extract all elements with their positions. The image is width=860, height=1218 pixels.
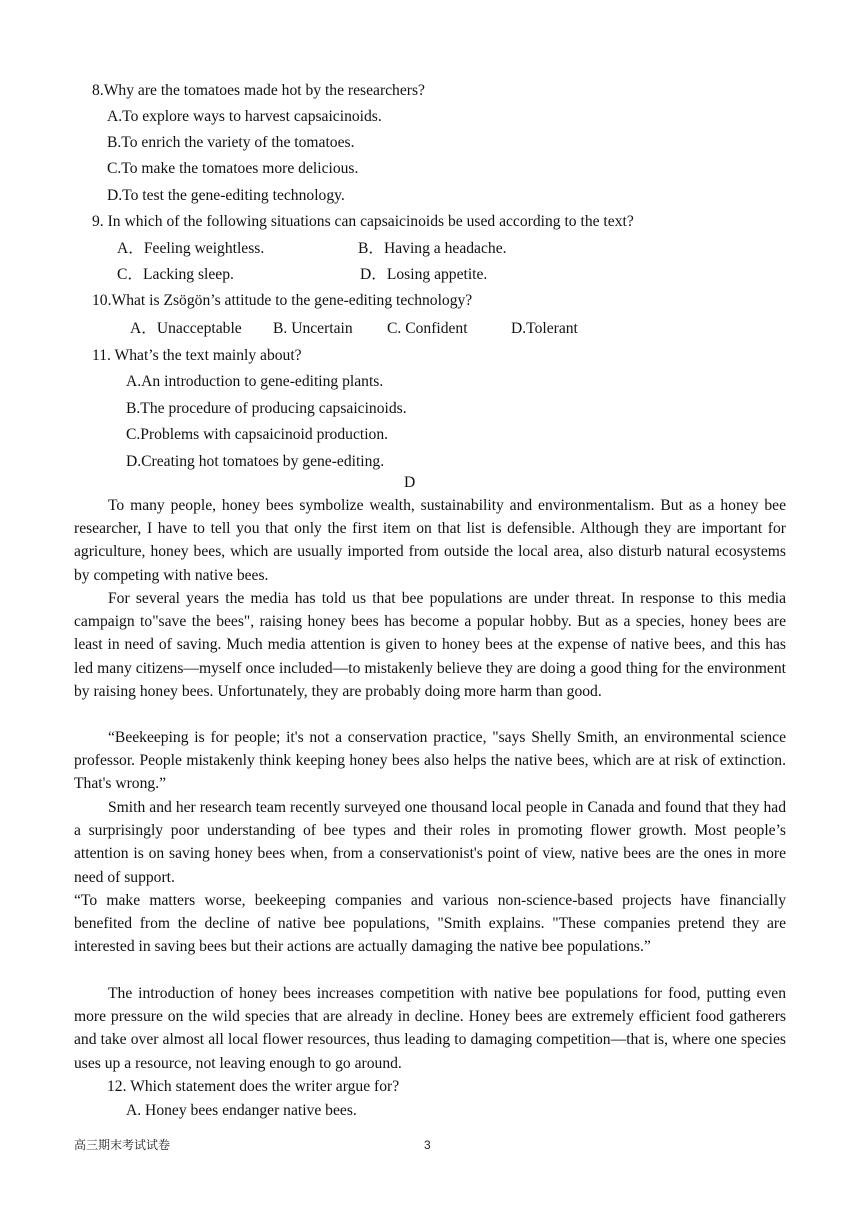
passage-paragraph-3: “Beekeeping is for people; it's not a conservation practice, "says Shelly Smith, an environmental science professor. People mistakenly think keeping honey bees also helps the native bees, which are at risk of extinction. That's wrong.” bbox=[74, 729, 786, 793]
footer-page-number: 3 bbox=[424, 1138, 431, 1152]
q8-option-b: B.To enrich the variety of the tomatoes. bbox=[107, 134, 355, 151]
q10-option-b: B. Uncertain bbox=[273, 320, 353, 337]
q10-stem: 10.What is Zsögön’s attitude to the gene-editing technology? bbox=[92, 292, 473, 309]
q10-option-c: C. Confident bbox=[387, 320, 468, 337]
q11-option-c: C.Problems with capsaicinoid production. bbox=[126, 426, 389, 443]
q12-option-a: A. Honey bees endanger native bees. bbox=[126, 1102, 357, 1119]
passage-paragraph-6: The introduction of honey bees increases competition with native bee populations for food, putting even more pressure on the wild species that are already in decline. Honey bees are extremely efficient food gatherers and take over almost all local flower resources, thus leading to damaging competition—that is, where one species uses up a resource, not leaving enough to go around. bbox=[74, 985, 786, 1072]
q11-option-a: A.An introduction to gene-editing plants. bbox=[126, 373, 384, 390]
passage-paragraph-2: For several years the media has told us that bee populations are under threat. In response to this media campaign to"save the bees", raising honey bees has become a popular hobby. But as a species, honey bees are least in need of saving. Much media attention is given to honey bees at the expense of native bees, and this has led many citizens—myself once included—to mistakenly believe they are doing a good thing for the environment by raising honey bees. Unfortunately, they are probably doing more harm than good. bbox=[74, 590, 786, 700]
passage-paragraph-1: To many people, honey bees symbolize wealth, sustainability and environmentalism. But as a honey bee researcher, I have to tell you that only the first item on that list is defensible. Although they are important for agriculture, honey bees, which are usually imported from outside the local area, also disturb natural ecosystems by competing with native bees. bbox=[74, 497, 786, 584]
section-letter: D bbox=[404, 474, 416, 491]
passage-paragraph-4: Smith and her research team recently surveyed one thousand local people in Canada and found that they had a surprisingly poor understanding of bee types and their roles in promoting flower growth. Most people’s attention is on saving honey bees when, from a conservationist's point of view, native bees are the ones in more need of support. bbox=[74, 799, 786, 886]
q12-stem: 12. Which statement does the writer argue for? bbox=[107, 1078, 400, 1095]
q9-option-d: D．Losing appetite. bbox=[360, 266, 488, 283]
q9-option-a: A．Feeling weightless. bbox=[117, 240, 265, 257]
q8-option-a: A.To explore ways to harvest capsaicinoids. bbox=[107, 108, 382, 125]
q11-option-b: B.The procedure of producing capsaicinoids. bbox=[126, 400, 407, 417]
q8-stem: 8.Why are the tomatoes made hot by the researchers? bbox=[92, 82, 425, 99]
q8-option-c: C.To make the tomatoes more delicious. bbox=[107, 160, 359, 177]
q11-stem: 11. What’s the text mainly about? bbox=[92, 347, 302, 364]
q10-option-a: A．Unacceptable bbox=[130, 320, 242, 337]
q10-option-d: D.Tolerant bbox=[511, 320, 578, 337]
footer-label: 高三期末考试试卷 bbox=[74, 1138, 171, 1152]
q9-option-b: B．Having a headache. bbox=[358, 240, 507, 257]
passage-paragraph-5: “To make matters worse, beekeeping companies and various non-science-based projects have financially benefited from the decline of native bee populations, "Smith explains. "These companies pretend they are interested in saving bees but their actions are actually damaging the native bee populations.” bbox=[74, 892, 786, 956]
q11-option-d: D.Creating hot tomatoes by gene-editing. bbox=[126, 453, 385, 470]
q9-option-c: C．Lacking sleep. bbox=[117, 266, 234, 283]
q9-stem: 9. In which of the following situations can capsaicinoids be used according to the text? bbox=[92, 213, 634, 230]
q8-option-d: D.To test the gene-editing technology. bbox=[107, 187, 345, 204]
